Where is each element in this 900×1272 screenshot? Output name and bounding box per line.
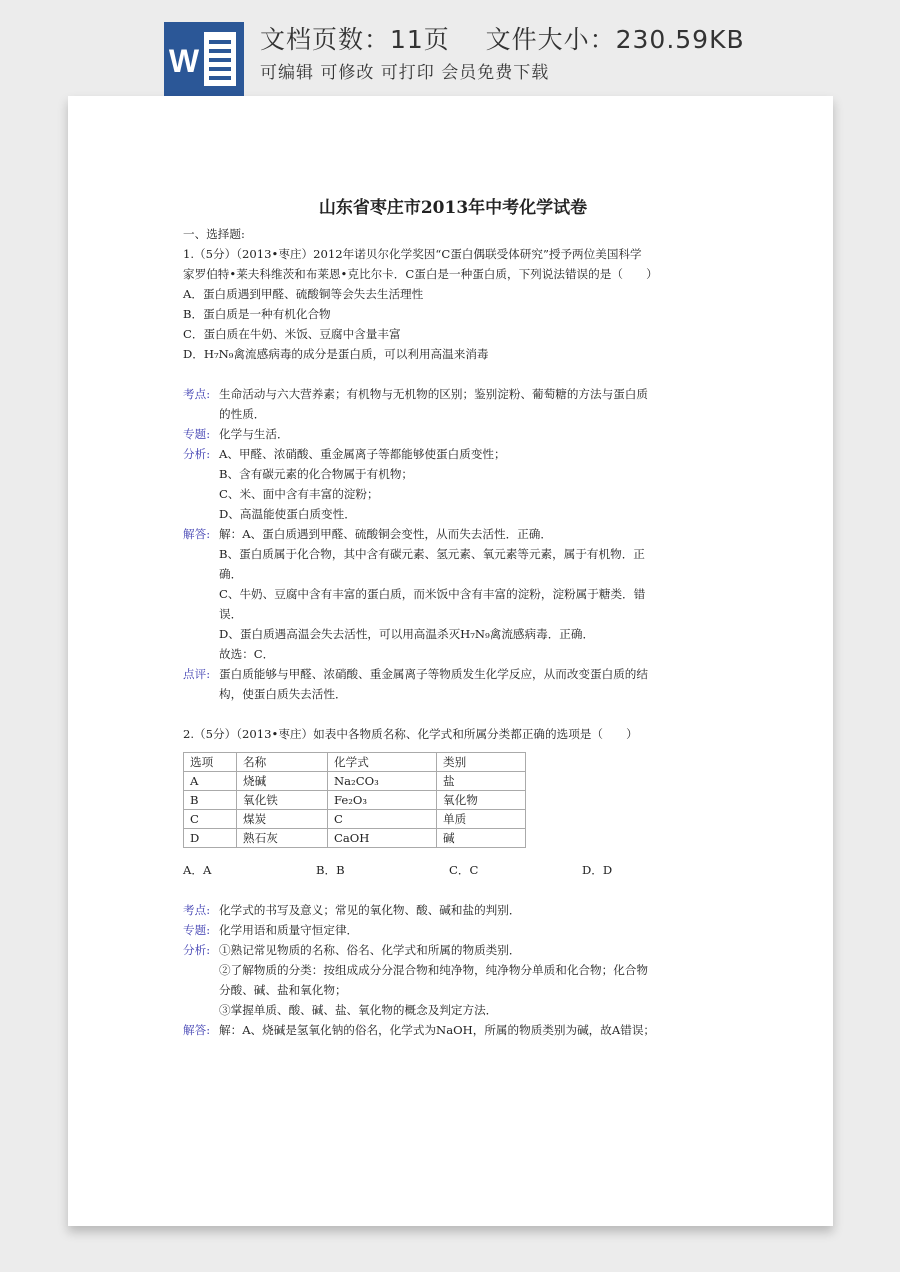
- document-content: [183, 196, 723, 1040]
- q2-fenxi: [183, 940, 723, 1020]
- dianping-text: 蛋白质能够与甲醛、浓硝酸、重金属离子等物质发生化学反应，从而改变蛋白质的结: [219, 667, 648, 681]
- jieda-label: 解答:: [183, 1023, 211, 1037]
- table-cell: 氧化铁: [237, 791, 328, 810]
- q2-stem: 2.（5分）（2013•枣庄）如表中各物质名称、化学式和所属分类都正确的选项是（ ）: [183, 727, 638, 741]
- q2-choices: [183, 860, 723, 880]
- table-cell: CaOH: [328, 829, 437, 848]
- q2-kaodian: [183, 900, 723, 920]
- document-page: [68, 96, 833, 1226]
- kaodian-label: 考点:: [183, 387, 211, 401]
- fenxi-text: ③掌握单质、酸、碱、盐、氧化物的概念及判定方法．: [219, 1003, 498, 1017]
- q1-fenxi: [183, 444, 723, 524]
- table-cell: 氧化物: [437, 791, 526, 810]
- jieda-text: 误．: [219, 607, 243, 621]
- q2-choice-c: C．C: [449, 863, 479, 877]
- question-1: [183, 244, 723, 704]
- q1-jieda: [183, 524, 723, 664]
- dianping-label: 点评:: [183, 667, 211, 681]
- table-row: [184, 810, 526, 829]
- q2-choice-b: B．B: [316, 863, 345, 877]
- table-row: [184, 791, 526, 810]
- table-cell: C: [328, 810, 437, 829]
- fenxi-text: C、米、面中含有丰富的淀粉；: [219, 487, 379, 501]
- q1-option-b: B．蛋白质是一种有机化合物: [183, 307, 331, 321]
- q1-kaodian: [183, 384, 723, 424]
- table-cell: 盐: [437, 772, 526, 791]
- kaodian-text: 的性质．: [219, 407, 266, 421]
- q2-choice-a: A．A: [183, 863, 212, 877]
- kaodian-label: 考点:: [183, 903, 211, 917]
- jieda-text: 故选：C．: [219, 647, 275, 661]
- table-cell: B: [184, 791, 237, 810]
- fenxi-text: ①熟记常见物质的名称、俗名、化学式和所属的物质类别．: [219, 943, 521, 957]
- q2-choice-d: D．D: [582, 863, 613, 877]
- fenxi-text: B、含有碳元素的化合物属于有机物；: [219, 467, 414, 481]
- jieda-label: 解答:: [183, 527, 211, 541]
- table-row: [184, 829, 526, 848]
- exam-title: 山东省枣庄市2013年中考化学试卷: [318, 198, 588, 218]
- table-cell: Fe₂O₃: [328, 791, 437, 810]
- dianping-text: 构，使蛋白质失去活性．: [219, 687, 347, 701]
- q1-dianping: [183, 664, 723, 704]
- jieda-text: C、牛奶、豆腐中含有丰富的蛋白质，而米饭中含有丰富的淀粉，淀粉属于糖类．错: [219, 587, 646, 601]
- fenxi-text: A、甲醛、浓硝酸、重金属离子等都能够使蛋白质变性；: [219, 447, 506, 461]
- q2-jieda: [183, 1020, 723, 1040]
- table-cell: 烧碱: [237, 772, 328, 791]
- zhuanti-label: 专题:: [183, 923, 211, 937]
- kaodian-text: 化学式的书写及意义；常见的氧化物、酸、碱和盐的判别．: [219, 903, 521, 917]
- table-header: 选项: [184, 753, 237, 772]
- table-cell: 碱: [437, 829, 526, 848]
- jieda-text: 解：A、烧碱是氢氧化钠的俗名，化学式为NaOH，所属的物质类别为碱，故A错误；: [219, 1023, 656, 1037]
- document-info-title: 文档页数：11页 文件大小：230.59KB: [260, 25, 745, 54]
- word-document-icon: [164, 22, 244, 96]
- jieda-text: 确．: [219, 567, 243, 581]
- table-cell: C: [184, 810, 237, 829]
- q1-option-c: C．蛋白质在牛奶、米饭、豆腐中含量丰富: [183, 327, 401, 341]
- table-cell: 熟石灰: [237, 829, 328, 848]
- fenxi-text: D、高温能使蛋白质变性．: [219, 507, 356, 521]
- q1-stem-line: 1.（5分）（2013•枣庄）2012年诺贝尔化学奖因“C蛋白偶联受体研究”授予两位美国科学: [183, 247, 642, 261]
- table-cell: A: [184, 772, 237, 791]
- table-header: 化学式: [328, 753, 437, 772]
- question-2: [183, 724, 723, 1040]
- download-banner: [0, 0, 900, 100]
- fenxi-label: 分析:: [183, 447, 211, 461]
- document-features: 可编辑 可修改 可打印 会员免费下载: [260, 63, 550, 83]
- kaodian-text: 生命活动与六大营养素；有机物与无机物的区别；鉴别淀粉、葡萄糖的方法与蛋白质: [219, 387, 648, 401]
- q2-table: [183, 752, 526, 848]
- jieda-text: B、蛋白质属于化合物，其中含有碳元素、氢元素、氧元素等元素，属于有机物．正: [219, 547, 645, 561]
- table-cell: Na₂CO₃: [328, 772, 437, 791]
- q1-stem-line: 家罗伯特•莱夫科维茨和布莱恩•克比尔卡．C蛋白是一种蛋白质，下列说法错误的是（ ）: [183, 267, 658, 281]
- table-cell: 单质: [437, 810, 526, 829]
- table-header: 类别: [437, 753, 526, 772]
- table-row: [184, 772, 526, 791]
- table-header-row: [184, 753, 526, 772]
- fenxi-text: 分酸、碱、盐和氧化物；: [219, 983, 347, 997]
- fenxi-text: ②了解物质的分类：按组成成分分混合物和纯净物，纯净物分单质和化合物；化合物: [219, 963, 648, 977]
- jieda-text: 解：A、蛋白质遇到甲醛、硫酸铜会变性，从而失去活性．正确．: [219, 527, 552, 541]
- zhuanti-text: 化学用语和质量守恒定律．: [219, 923, 359, 937]
- table-cell: D: [184, 829, 237, 848]
- q1-zhuanti: [183, 424, 723, 444]
- table-header: 名称: [237, 753, 328, 772]
- zhuanti-label: 专题:: [183, 427, 211, 441]
- zhuanti-text: 化学与生活．: [219, 427, 289, 441]
- fenxi-label: 分析:: [183, 943, 211, 957]
- table-cell: 煤炭: [237, 810, 328, 829]
- q2-zhuanti: [183, 920, 723, 940]
- q1-option-d: D．H₇N₉禽流感病毒的成分是蛋白质，可以利用高温来消毒: [183, 347, 489, 361]
- q1-option-a: A．蛋白质遇到甲醛、硫酸铜等会失去生活理性: [183, 287, 424, 301]
- word-icon-letter: W: [168, 43, 200, 79]
- jieda-text: D、蛋白质遇高温会失去活性，可以用高温杀灭H₇N₉禽流感病毒．正确．: [219, 627, 595, 641]
- section-heading: 一、选择题:: [183, 227, 245, 241]
